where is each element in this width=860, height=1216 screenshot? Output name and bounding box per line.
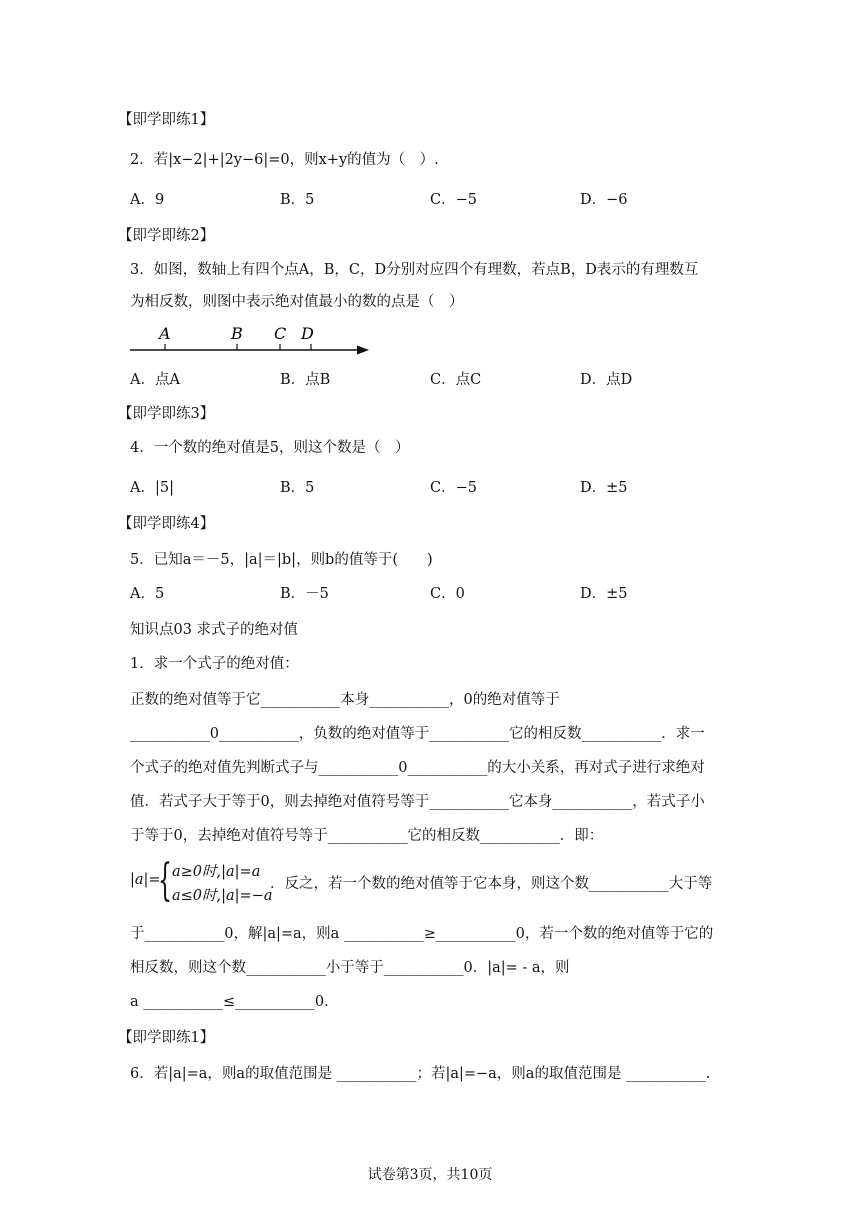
q5-option-a: A．5 (130, 586, 165, 602)
q2-option-d: D．−6 (580, 192, 628, 208)
point-label-c: C (274, 324, 287, 343)
question-2-stem: 2．若|x−2|+|2y−6|=0，则x+y的值为（ ）. (130, 152, 439, 168)
q3-option-d: D．点D (580, 372, 633, 388)
section-heading: 【即学即练2】 (118, 228, 215, 244)
q3-option-b: B．点B (280, 372, 331, 388)
number-line-figure (125, 322, 375, 362)
section-heading: 【即学即练1】 (118, 112, 215, 128)
q2-option-b: B．5 (280, 192, 315, 208)
q4-option-a: A．|5| (130, 480, 174, 496)
section-heading: 【即学即练3】 (118, 406, 215, 422)
curly-brace: { (158, 855, 172, 906)
page-footer: 试卷第3页，共10页 (367, 1167, 493, 1183)
q3-option-a: A．点A (130, 372, 180, 388)
knowledge-text-line: 于___________0，解|a|=a，则a ___________≥___________0，若一个数的绝对值等于它的 (130, 926, 714, 942)
knowledge-text-line: a ___________≤___________0. (130, 994, 329, 1010)
knowledge-text-line: 相反数，则这个数___________小于等于___________0．|a|= - a，则 (130, 960, 570, 976)
question-3-line2: 为相反数，则图中表示绝对值最小的数的点是（ ） (130, 294, 464, 310)
knowledge-point-title: 知识点03 求式子的绝对值 (130, 622, 299, 638)
q2-option-a: A．9 (130, 192, 165, 208)
piecewise-definition (130, 855, 713, 914)
piecewise-lhs: |a|= (130, 872, 161, 888)
piecewise-case-1: a≥0时,|a|=a (172, 864, 261, 880)
knowledge-text-line: ．反之，若一个数的绝对值等于它本身，则这个数___________大于等 (270, 876, 713, 892)
q2-option-c: C．−5 (430, 192, 477, 208)
q4-option-c: C．−5 (430, 480, 477, 496)
knowledge-text-line: 个式子的绝对值先判断式子与___________0___________的大小关系，再对式子进行求绝对 (130, 760, 705, 776)
q5-option-d: D．±5 (580, 586, 628, 602)
q5-option-c: C．0 (430, 586, 465, 602)
question-3-line1: 3．如图，数轴上有四个点A，B，C，D分别对应四个有理数，若点B，D表示的有理数互 (130, 262, 699, 278)
knowledge-text-line: 正数的绝对值等于它___________本身___________，0的绝对值等于 (130, 692, 560, 708)
point-label-a: A (159, 324, 171, 343)
question-5-stem: 5．已知a＝－5，|a|＝|b|，则b的值等于( ) (130, 552, 433, 568)
question-6-stem: 6．若|a|=a，则a的取值范围是 ___________；若|a|=−a，则a的取值范围是 ___________. (130, 1066, 711, 1082)
q4-option-b: B．5 (280, 480, 315, 496)
point-label-b: B (231, 324, 243, 343)
section-heading: 【即学即练4】 (118, 516, 215, 532)
q5-option-b: B．－5 (280, 586, 329, 602)
section-heading: 【即学即练1】 (118, 1030, 215, 1046)
knowledge-text-line: 于等于0，去掉绝对值符号等于___________它的相反数___________．即： (130, 828, 604, 844)
q4-option-d: D．±5 (580, 480, 628, 496)
knowledge-point-subtitle: 1．求一个式子的绝对值： (130, 656, 299, 672)
question-4-stem: 4．一个数的绝对值是5，则这个数是（ ） (130, 440, 410, 456)
knowledge-text-line: 值．若式子大于等于0，则去掉绝对值符号等于___________它本身___________，若式子小 (130, 794, 705, 810)
number-line-arrowhead (357, 346, 369, 355)
q3-option-c: C．点C (430, 372, 482, 388)
point-label-d: D (301, 324, 314, 343)
knowledge-text-line: ___________0___________，负数的绝对值等于___________它的相反数___________．求一 (130, 726, 705, 742)
piecewise-case-2: a≤0时,|a|=−a (172, 888, 273, 904)
